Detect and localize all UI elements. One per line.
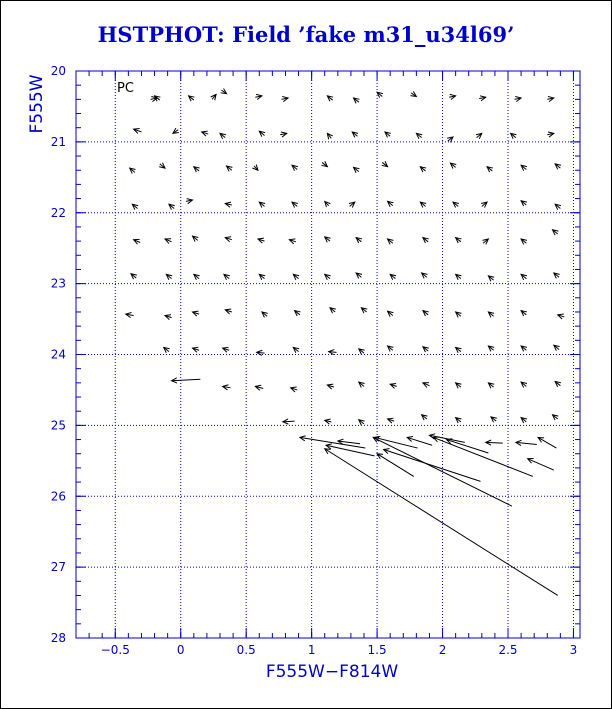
vector-arrow — [259, 131, 265, 136]
vector-arrow — [361, 308, 367, 313]
vector-arrow — [385, 132, 391, 137]
vector-arrow — [456, 238, 462, 243]
vector-arrow — [422, 273, 428, 278]
vector-arrow — [416, 133, 422, 138]
vector-arrow — [420, 202, 426, 207]
vector-arrow — [292, 165, 298, 170]
vector-arrow — [423, 238, 429, 243]
vector-shaft — [528, 459, 554, 470]
vector-arrow — [172, 378, 201, 383]
vector-arrow — [223, 347, 230, 352]
vector-arrow — [225, 202, 232, 207]
vector-arrow — [151, 97, 158, 102]
vector-arrow — [356, 238, 362, 243]
vector-arrow — [327, 96, 333, 101]
y-tick-label: 25 — [50, 418, 66, 433]
vector-arrow — [165, 315, 172, 320]
vector-arrow — [483, 239, 489, 244]
vector-arrow — [186, 199, 193, 204]
vector-arrow — [330, 308, 336, 313]
vector-arrow — [553, 415, 559, 420]
vector-arrow — [159, 163, 165, 168]
vector-arrow — [487, 167, 493, 172]
vector-shaft — [538, 437, 556, 448]
vector-arrow — [359, 420, 365, 425]
vector-arrow — [521, 274, 527, 279]
vector-arrow — [283, 419, 295, 424]
vector-arrow — [255, 94, 262, 99]
vector-arrow — [528, 458, 554, 470]
x-tick-label: 0.5 — [236, 643, 256, 657]
vector-arrow — [521, 418, 527, 423]
vector-arrow — [388, 201, 394, 206]
vector-arrow — [456, 383, 462, 388]
vector-arrow — [291, 387, 298, 392]
y-tick-label: 26 — [50, 489, 66, 504]
vector-arrow — [511, 133, 517, 138]
vector-arrow — [554, 273, 560, 278]
vectors — [126, 88, 565, 595]
vector-arrow — [329, 350, 337, 355]
vector-arrow — [555, 204, 561, 209]
x-axis-label: F555W−F814W — [265, 662, 399, 682]
x-tick-label: 2 — [438, 643, 447, 657]
vector-shaft — [384, 449, 481, 481]
vector-arrow — [194, 167, 200, 172]
vector-arrow — [449, 94, 456, 99]
vector-arrow — [259, 274, 265, 279]
x-tick-label: 1.5 — [367, 643, 387, 657]
vector-arrow — [521, 346, 527, 351]
vector-arrow — [258, 238, 265, 243]
y-tick-label: 28 — [50, 631, 66, 645]
vector-arrow — [227, 166, 233, 171]
vector-arrow — [262, 312, 268, 317]
vector-arrow — [555, 164, 561, 169]
grid — [76, 71, 580, 638]
vector-arrow — [488, 276, 494, 281]
vector-arrow — [547, 97, 554, 102]
vector-arrow — [456, 312, 462, 317]
vector-arrow — [164, 347, 170, 352]
vector-arrow — [554, 345, 560, 350]
vector-arrow — [221, 88, 227, 93]
vector-arrow — [488, 346, 494, 351]
vector-arrow — [225, 237, 232, 242]
vector-arrow — [388, 311, 394, 316]
y-tick-label: 23 — [50, 276, 66, 291]
vector-arrow — [349, 202, 355, 207]
y-tick-label: 21 — [50, 134, 66, 149]
vector-arrow — [193, 347, 200, 352]
vector-arrow — [295, 311, 301, 316]
vector-arrow — [390, 383, 397, 388]
vector-arrow — [359, 349, 365, 354]
vector-arrow — [488, 383, 494, 388]
vector-arrow — [126, 312, 134, 317]
vector-arrow — [388, 346, 394, 351]
vector-head — [377, 454, 383, 459]
vector-arrow — [225, 309, 232, 314]
x-tick-label: 0 — [176, 643, 185, 657]
vector-arrow — [292, 202, 298, 207]
vector-arrow — [521, 165, 527, 170]
vector-arrow — [388, 239, 394, 244]
vector-arrow — [354, 167, 360, 172]
vector-arrow — [456, 347, 462, 352]
vector-arrow — [456, 418, 462, 423]
vector-arrow — [280, 132, 287, 137]
vector-arrow — [515, 97, 522, 102]
vector-arrow — [327, 384, 334, 389]
vector-arrow — [456, 274, 462, 279]
vector-arrow — [169, 204, 175, 209]
vector-arrow — [423, 311, 429, 316]
vector-arrow — [282, 97, 289, 102]
vector-arrow — [374, 436, 417, 448]
vector-arrow — [220, 133, 226, 138]
vector-arrow — [420, 167, 426, 172]
vector-arrow — [521, 311, 527, 316]
panel-label: PC — [117, 81, 134, 96]
vector-arrow — [322, 161, 328, 166]
vector-arrow — [293, 347, 299, 352]
vector-arrow — [516, 440, 537, 445]
vector-arrow — [423, 347, 429, 352]
x-tick-label: 2.5 — [498, 643, 518, 657]
vector-arrow — [132, 204, 138, 209]
vector-arrow — [259, 202, 265, 207]
vector-arrow — [134, 239, 141, 244]
chart-title: HSTPHOT: Field ’fake m31_u34l69’ — [97, 22, 515, 47]
y-tick-label: 22 — [50, 205, 66, 220]
vector-arrow — [479, 96, 486, 101]
vector-shaft — [486, 442, 503, 443]
vector-arrow — [422, 415, 428, 420]
vector-arrow — [224, 274, 230, 279]
vector-arrow — [293, 274, 299, 279]
x-tick-label: 3 — [569, 643, 578, 657]
vector-arrow — [384, 449, 481, 482]
vector-arrow — [476, 133, 482, 138]
vector-arrow — [521, 201, 527, 206]
vector-arrow — [521, 382, 527, 387]
vector-arrow — [407, 437, 432, 446]
vector-arrow — [257, 350, 265, 355]
vector-arrow — [325, 274, 331, 279]
vector-arrow — [453, 202, 459, 207]
vector-arrow — [352, 132, 358, 137]
vector-arrow — [354, 98, 360, 103]
vector-arrow — [325, 419, 332, 424]
vector-arrow — [255, 385, 263, 390]
vector-arrow — [488, 312, 494, 317]
vector-arrow — [223, 385, 231, 390]
vector-arrow — [390, 274, 396, 279]
vector-arrow — [538, 437, 556, 448]
y-axis-label: F555W — [27, 74, 47, 134]
vector-arrow — [252, 164, 258, 170]
vector-arrow — [189, 96, 195, 101]
vector-arrow — [194, 274, 200, 279]
vector-arrow — [558, 314, 565, 319]
vector-arrow — [166, 274, 172, 279]
vector-arrow — [325, 201, 331, 207]
vector-shaft — [172, 379, 201, 380]
vector-head — [325, 449, 331, 454]
vector-arrow — [130, 168, 136, 173]
vector-arrow — [134, 128, 142, 133]
vector-arrow — [423, 383, 430, 388]
y-tick-label: 20 — [50, 64, 66, 78]
vector-arrow — [486, 440, 503, 445]
vector-arrow — [388, 418, 395, 423]
vector-arrow — [377, 92, 383, 97]
vector-arrow — [382, 161, 388, 166]
y-tick-label: 24 — [50, 347, 66, 362]
vector-arrow — [410, 91, 416, 96]
vector-arrow — [338, 439, 360, 444]
y-tick-label: 27 — [50, 560, 66, 575]
vector-arrow — [193, 236, 199, 241]
x-tick-label: 1 — [307, 643, 316, 657]
vector-arrow — [165, 239, 172, 244]
vector-arrow — [289, 239, 296, 244]
vector-arrow — [193, 311, 200, 316]
vector-arrow — [521, 239, 527, 244]
vector-arrow — [547, 132, 554, 137]
vector-arrow — [173, 128, 179, 133]
vector-arrow — [202, 131, 209, 136]
vector-arrow — [491, 417, 497, 422]
vector-arrow — [450, 163, 456, 168]
vector-arrow — [555, 381, 561, 386]
vector-arrow — [325, 237, 331, 242]
vector-arrow — [327, 133, 332, 139]
vector-arrow — [553, 230, 559, 235]
vector-arrow — [359, 382, 365, 387]
x-tick-label: −0.5 — [100, 643, 130, 657]
axes — [51, 64, 580, 657]
vector-arrow — [356, 273, 362, 278]
vector-arrow — [481, 202, 487, 207]
vector-arrow — [131, 274, 137, 279]
vector-arrow — [211, 94, 216, 100]
